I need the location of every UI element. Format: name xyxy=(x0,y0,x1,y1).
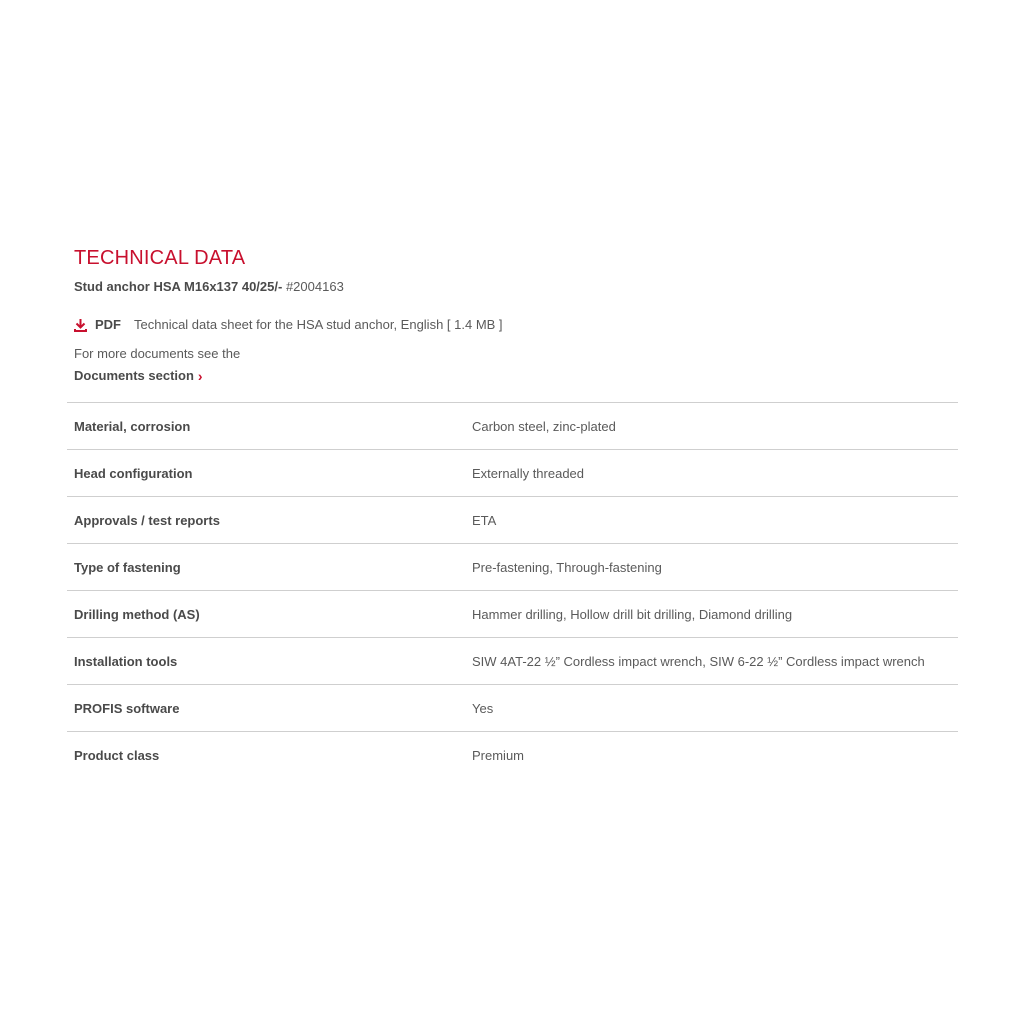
spec-label: Head configuration xyxy=(74,465,193,481)
table-row xyxy=(67,638,958,685)
table-row xyxy=(67,591,958,638)
pdf-download-link[interactable] xyxy=(74,316,958,334)
documents-section-link[interactable] xyxy=(74,367,203,385)
spec-label: Product class xyxy=(74,747,160,763)
spec-value: ETA xyxy=(472,512,497,528)
spec-label: PROFIS software xyxy=(74,700,180,716)
spec-value: SIW 4AT-22 ½” Cordless impact wrench, SIW 6-22 ½” Cordless impact wrench xyxy=(472,653,925,669)
spec-label: Material, corrosion xyxy=(74,418,191,434)
spec-value: Externally threaded xyxy=(472,465,585,481)
specs-table xyxy=(67,402,958,778)
product-name: Stud anchor HSA M16x137 40/25/- xyxy=(74,279,283,294)
technical-data-section xyxy=(67,244,958,778)
section-title: TECHNICAL DATA xyxy=(74,247,246,269)
spec-label: Approvals / test reports xyxy=(74,512,220,528)
table-row xyxy=(67,450,958,497)
spec-value: Carbon steel, zinc-plated xyxy=(472,418,616,434)
download-icon xyxy=(74,318,87,332)
product-subtitle xyxy=(74,278,958,296)
table-row xyxy=(67,732,958,778)
table-row xyxy=(67,497,958,544)
file-type-label: PDF xyxy=(95,317,121,332)
spec-value: Yes xyxy=(472,700,494,716)
spec-label: Installation tools xyxy=(74,653,178,669)
table-row xyxy=(67,544,958,591)
spec-label: Type of fastening xyxy=(74,559,181,575)
download-description: Technical data sheet for the HSA stud anchor, English [ 1.4 MB ] xyxy=(134,317,503,332)
spec-label: Drilling method (AS) xyxy=(74,606,200,622)
spec-value: Hammer drilling, Hollow drill bit drilling, Diamond drilling xyxy=(472,606,793,622)
table-row xyxy=(67,403,958,450)
more-documents-text: For more documents see the xyxy=(74,346,241,361)
spec-value: Premium xyxy=(472,747,525,763)
chevron-right-icon: › xyxy=(197,368,203,384)
product-number: #2004163 xyxy=(285,279,344,294)
table-row xyxy=(67,685,958,732)
spec-value: Pre-fastening, Through-fastening xyxy=(472,559,662,575)
documents-section-label: Documents section xyxy=(74,368,194,383)
